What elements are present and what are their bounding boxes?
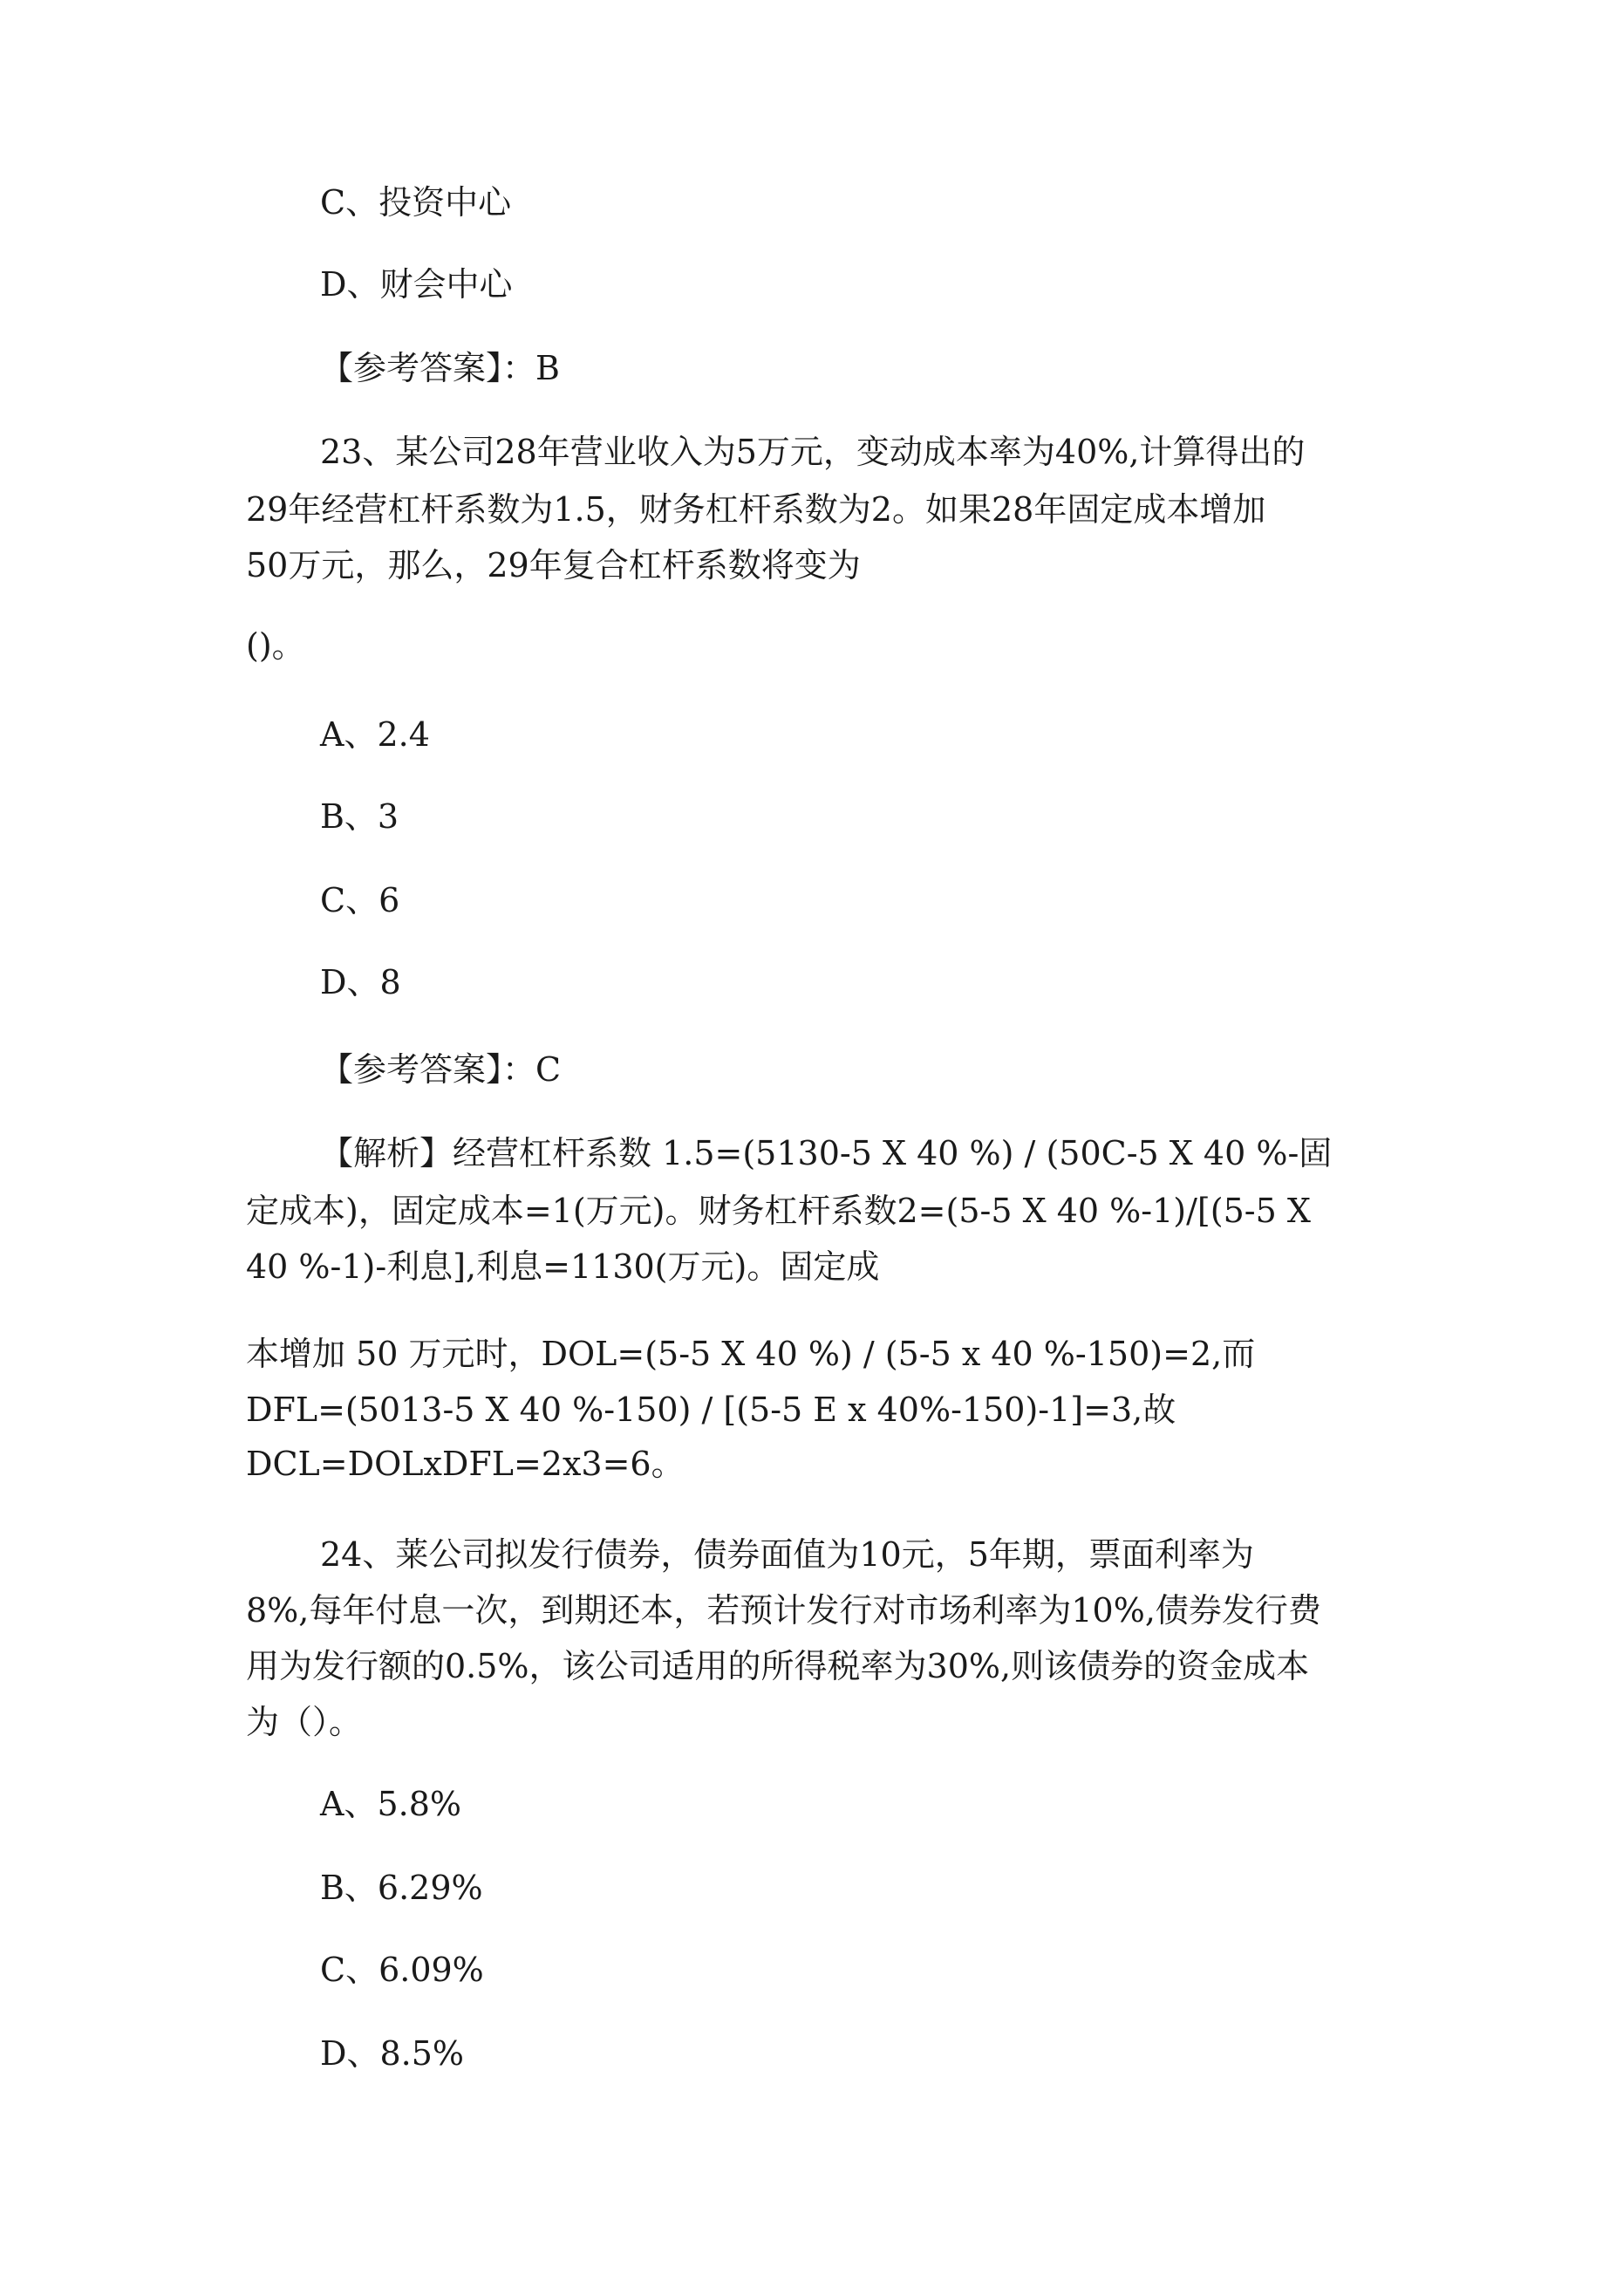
q23-option-a: A、2.4 xyxy=(320,715,430,754)
option-d-accounting-center: D、财会中心 xyxy=(320,265,513,304)
analysis-line-3: 40 %-1)-利息],利息=1130(万元)。固定成 xyxy=(246,1247,880,1286)
question-23-line-4: ()。 xyxy=(246,626,305,665)
question-23-line-1: 23、某公司28年营业收入为5万元，变动成本率为40%,计算得出的 xyxy=(320,433,1306,471)
answer-q23: 【参考答案】：C xyxy=(320,1050,562,1089)
question-24-line-1: 24、莱公司拟发行债券，债券面值为10元，5年期，票面利率为 xyxy=(320,1535,1254,1574)
q23-option-d: D、8 xyxy=(320,963,401,1001)
question-24-line-3: 用为发行额的0.5%，该公司适用的所得税率为30%,则该债券的资金成本 xyxy=(246,1647,1310,1685)
analysis-line-1: 【解析】经营杠杆系数 1.5=(5130-5 X 40 %) / (50C-5 X 40 %-固 xyxy=(320,1134,1333,1172)
analysis-line-6: DCL=DOLxDFL=2x3=6。 xyxy=(246,1445,685,1483)
analysis-line-5: DFL=(5013-5 X 40 %-150) / [(5-5 E x 40%-150)-1]=3,故 xyxy=(246,1391,1176,1429)
question-24-line-4: 为（）。 xyxy=(246,1703,363,1741)
question-23-line-3: 50万元，那么，29年复合杠杆系数将变为 xyxy=(246,546,861,584)
q24-option-b: B、6.29% xyxy=(320,1869,483,1907)
q24-option-a: A、5.8% xyxy=(320,1785,461,1823)
question-23-line-2: 29年经营杠杆系数为1.5，财务杠杆系数为2。如果28年固定成本增加 xyxy=(246,490,1266,529)
question-24-line-2: 8%,每年付息一次，到期还本，若预计发行对市场利率为10%,债券发行费 xyxy=(246,1591,1321,1630)
answer-q22: 【参考答案】：B xyxy=(320,349,560,387)
q23-option-c: C、6 xyxy=(320,881,400,919)
analysis-line-2: 定成本)，固定成本=1(万元)。财务杠杆系数2=(5-5 X 40 %-1)/[(5-5 X xyxy=(246,1192,1311,1230)
option-c-investment-center: C、投资中心 xyxy=(320,183,512,222)
q24-option-d: D、8.5% xyxy=(320,2034,465,2073)
q23-option-b: B、3 xyxy=(320,797,399,836)
analysis-line-4: 本增加 50 万元时，DOL=(5-5 X 40 %) / (5-5 x 40 %-150)=2,而 xyxy=(246,1335,1256,1373)
q24-option-c: C、6.09% xyxy=(320,1951,484,1989)
